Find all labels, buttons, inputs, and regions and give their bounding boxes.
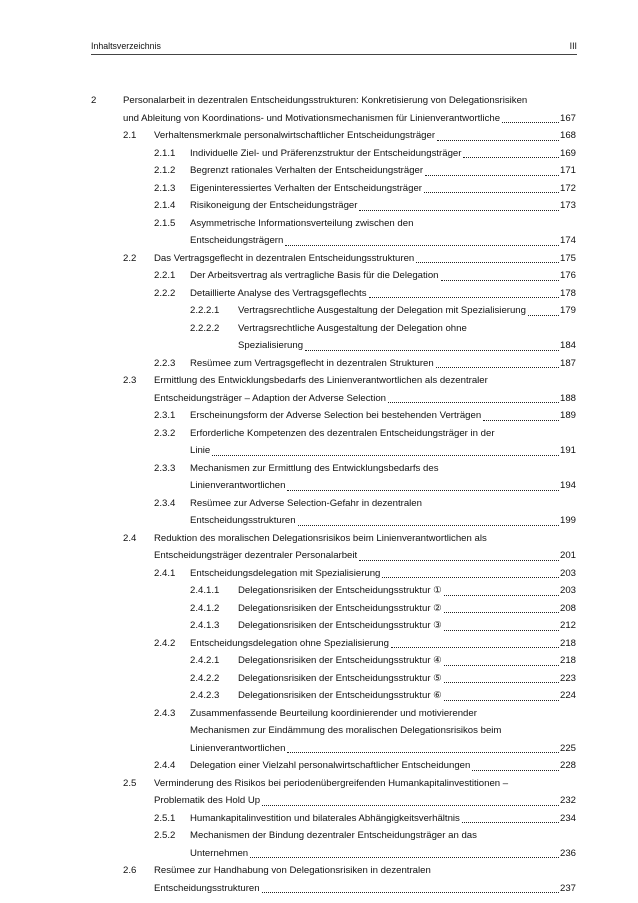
toc-entry-number: 2.2.2.1 bbox=[190, 305, 220, 316]
toc-entry-title: Humankapitalinvestition und bilaterales Abhängigkeitsverhältnis bbox=[190, 812, 460, 824]
toc-entry-number: 2.4.2.2 bbox=[190, 672, 220, 684]
toc-entry-page: 234 bbox=[559, 812, 576, 824]
toc-entry-title: Delegationsrisiken der Entscheidungsstruktur ① bbox=[238, 585, 442, 596]
toc-entry-number: 2.4.4 bbox=[154, 760, 176, 771]
toc-entry-page: 175 bbox=[559, 252, 576, 264]
toc-entry-title: Delegationsrisiken der Entscheidungsstruktur ⑤ bbox=[238, 672, 442, 684]
toc-entry-number: 2.2.1 bbox=[154, 270, 176, 281]
toc-entry-page: 178 bbox=[559, 287, 576, 299]
toc-entry bbox=[154, 425, 576, 460]
toc-entry-number: 2 bbox=[91, 95, 97, 106]
toc-entry-number: 2.1.2 bbox=[154, 165, 176, 176]
toc-entry bbox=[154, 355, 576, 373]
toc-entry bbox=[154, 197, 576, 215]
toc-entry-page: 218 bbox=[559, 637, 576, 649]
toc-entry-number: 2.1.3 bbox=[154, 182, 176, 194]
toc-entry-number: 2.4.1 bbox=[154, 567, 176, 579]
toc-entry-title: Linie bbox=[190, 445, 211, 456]
toc-entry-title: Entscheidungsträger – Adaption der Adverse Selection bbox=[154, 392, 387, 404]
toc-entry-page: 194 bbox=[559, 480, 576, 491]
toc-entry-title: Entscheidungsdelegation mit Spezialisierung bbox=[190, 567, 381, 579]
toc-entry bbox=[154, 635, 576, 653]
toc-entry-number: 2.5.1 bbox=[154, 812, 176, 824]
toc-entry-title: Risikoneigung der Entscheidungsträger bbox=[190, 200, 358, 211]
toc-entry-page: 169 bbox=[559, 147, 576, 159]
toc-entry bbox=[154, 460, 576, 495]
toc-entry-page: 174 bbox=[559, 235, 576, 246]
toc-entry-title: Eigeninteressiertes Verhalten der Entscheidungsträger bbox=[190, 182, 422, 194]
toc-entry bbox=[190, 652, 576, 670]
toc-entry-number: 2.4.1.2 bbox=[190, 602, 220, 614]
toc-entry-title: Unternehmen bbox=[190, 847, 249, 859]
toc-entry-page: 199 bbox=[559, 515, 576, 526]
toc-entry-page: 189 bbox=[559, 410, 576, 421]
dot-leader bbox=[416, 261, 559, 263]
toc-entry-page: 172 bbox=[559, 182, 576, 194]
toc-entry-title: Verminderung des Risikos bei periodenübergreifenden Humankapitalinvestitionen – bbox=[154, 777, 509, 789]
dot-leader bbox=[369, 296, 559, 298]
toc-entry bbox=[154, 407, 576, 425]
toc-entry-page: 236 bbox=[559, 847, 576, 859]
toc-entry-page: 171 bbox=[559, 165, 576, 176]
toc-entry-number: 2.6 bbox=[123, 865, 137, 876]
dot-leader bbox=[436, 366, 559, 368]
dot-leader bbox=[305, 349, 559, 351]
toc-entry bbox=[123, 250, 576, 268]
toc-entry-number: 2.5.2 bbox=[154, 830, 176, 841]
toc-entry-page: 212 bbox=[559, 620, 576, 631]
dot-leader bbox=[502, 121, 559, 123]
toc-entry-title: Resümee zur Handhabung von Delegationsrisiken in dezentralen bbox=[154, 865, 431, 876]
toc-entry bbox=[123, 372, 576, 407]
toc-entry-number: 2.3.2 bbox=[154, 427, 176, 439]
toc-entry bbox=[154, 180, 576, 198]
toc-entry-title: Detaillierte Analyse des Vertragsgeflechts bbox=[190, 287, 367, 299]
dot-leader bbox=[463, 156, 559, 158]
dot-leader bbox=[262, 891, 559, 893]
toc-entry bbox=[190, 320, 576, 355]
toc-entry-page: 224 bbox=[559, 690, 576, 701]
toc-entry-page: 203 bbox=[559, 567, 576, 579]
toc-entry-page: 232 bbox=[559, 795, 576, 806]
toc-entry-title: Individuelle Ziel- und Präferenzstruktur der Entscheidungsträger bbox=[190, 147, 462, 159]
dot-leader bbox=[437, 139, 559, 141]
dot-leader bbox=[483, 419, 559, 421]
toc-entry-number: 2.4.3 bbox=[154, 707, 176, 719]
toc-entry-number: 2.3.1 bbox=[154, 410, 176, 421]
toc-entry-page: 168 bbox=[559, 130, 576, 141]
toc-entry bbox=[154, 810, 576, 828]
toc-entry-number: 2.2.2.2 bbox=[190, 322, 220, 334]
toc-entry-title: Problematik des Hold Up bbox=[154, 795, 261, 806]
toc-entry-title: Linienverantwortlichen bbox=[190, 742, 286, 754]
dot-leader bbox=[424, 191, 559, 193]
toc-entry bbox=[154, 145, 576, 163]
toc-entry-number: 2.4.2.1 bbox=[190, 655, 220, 666]
toc-entry-page: 201 bbox=[559, 550, 576, 561]
toc-entry-number: 2.2.2 bbox=[154, 287, 176, 299]
toc-entry-number: 2.5 bbox=[123, 777, 137, 789]
toc-entry bbox=[154, 285, 576, 303]
dot-leader bbox=[444, 664, 559, 666]
toc-entry bbox=[190, 617, 576, 635]
toc-entry-title: und Ableitung von Koordinations- und Motivationsmechanismen für Linienverantwortliche bbox=[123, 112, 501, 124]
toc-entry bbox=[123, 127, 576, 145]
dot-leader bbox=[472, 769, 559, 771]
dot-leader bbox=[382, 576, 559, 578]
toc-entry bbox=[154, 267, 576, 285]
toc-entry-title: Personalarbeit in dezentralen Entscheidungsstrukturen: Konkretisierung von Delegationsrisiken bbox=[123, 95, 528, 106]
dot-leader bbox=[262, 804, 559, 806]
toc-entry-title: Mechanismen zur Ermittlung des Entwicklungsbedarfs des bbox=[190, 462, 439, 474]
dot-leader bbox=[391, 646, 559, 648]
toc-entry-title: Erforderliche Kompetenzen des dezentralen Entscheidungsträger in der bbox=[190, 427, 495, 439]
toc-entry bbox=[154, 705, 576, 758]
toc-entry-title: Der Arbeitsvertrag als vertragliche Basis für die Delegation bbox=[190, 270, 439, 281]
toc-entry-page: 228 bbox=[559, 760, 576, 771]
toc-entry bbox=[154, 827, 576, 862]
toc-entry bbox=[154, 215, 576, 250]
header-title: Inhaltsverzeichnis bbox=[91, 41, 161, 51]
toc-entry-page: 167 bbox=[559, 112, 576, 124]
dot-leader bbox=[298, 524, 559, 526]
dot-leader bbox=[388, 401, 559, 403]
dot-leader bbox=[287, 489, 559, 491]
toc-entry-page: 184 bbox=[559, 340, 576, 351]
dot-leader bbox=[444, 681, 559, 683]
toc-entry-number: 2.3.4 bbox=[154, 497, 176, 509]
toc-entry-title: Resümee zur Adverse Selection-Gefahr in dezentralen bbox=[190, 497, 422, 509]
toc-entry-title: Mechanismen zur Eindämmung des moralischen Delegationsrisikos beim bbox=[190, 725, 502, 736]
dot-leader bbox=[444, 611, 559, 613]
toc-entry-number: 2.2 bbox=[123, 252, 137, 264]
toc-entry-page: 225 bbox=[559, 742, 576, 754]
dot-leader bbox=[444, 594, 559, 596]
toc-entry bbox=[190, 302, 576, 320]
toc-entry bbox=[123, 862, 576, 897]
toc-entry-title: Entscheidungsträgern bbox=[190, 235, 284, 246]
header-page-number: III bbox=[569, 41, 577, 51]
toc-entry-title: Entscheidungsdelegation ohne Spezialisierung bbox=[190, 637, 389, 649]
toc-entry bbox=[123, 775, 576, 810]
dot-leader bbox=[287, 751, 559, 753]
dot-leader bbox=[359, 209, 559, 211]
toc-entry-page: 203 bbox=[559, 585, 576, 596]
toc-entry-page: 188 bbox=[559, 392, 576, 404]
toc-entry bbox=[154, 162, 576, 180]
toc-entry bbox=[190, 600, 576, 618]
toc-entry-page: 191 bbox=[559, 445, 576, 456]
toc-entry-page: 223 bbox=[559, 672, 576, 684]
toc-entry-number: 2.4 bbox=[123, 532, 137, 544]
toc-entry bbox=[154, 495, 576, 530]
toc-entry bbox=[123, 530, 576, 565]
toc-entry-title: Resümee zum Vertragsgeflecht in dezentralen Strukturen bbox=[190, 357, 434, 369]
toc-entry-title: Erscheinungsform der Adverse Selection bei bestehenden Verträgen bbox=[190, 410, 482, 421]
toc-entry-title: Verhaltensmerkmale personalwirtschaftlicher Entscheidungsträger bbox=[154, 130, 436, 141]
toc-entry-number: 2.1 bbox=[123, 130, 137, 141]
toc-entry-title: Begrenzt rationales Verhalten der Entscheidungsträger bbox=[190, 165, 424, 176]
toc-entry-page: 176 bbox=[559, 270, 576, 281]
toc-entry-title: Vertragsrechtliche Ausgestaltung der Delegation ohne bbox=[238, 322, 467, 334]
dot-leader bbox=[359, 559, 559, 561]
toc-entry-title: Delegationsrisiken der Entscheidungsstruktur ④ bbox=[238, 655, 442, 666]
toc-entry-number: 2.4.1.3 bbox=[190, 620, 220, 631]
toc-entry-title: Ermittlung des Entwicklungsbedarfs des Linienverantwortlichen als dezentraler bbox=[154, 375, 488, 386]
toc-entry-number: 2.1.5 bbox=[154, 217, 176, 229]
toc-entry-title: Spezialisierung bbox=[238, 340, 304, 351]
toc-entry-title: Entscheidungsstrukturen bbox=[190, 515, 296, 526]
toc-entry-number: 2.4.1.1 bbox=[190, 585, 220, 596]
dot-leader bbox=[250, 856, 559, 858]
toc-entry-number: 2.1.4 bbox=[154, 200, 176, 211]
toc-entry bbox=[154, 757, 576, 775]
toc-entry-title: Zusammenfassende Beurteilung koordinierender und motivierender bbox=[190, 707, 477, 719]
toc-entry-number: 2.4.2.3 bbox=[190, 690, 220, 701]
toc-entry-title: Das Vertragsgeflecht in dezentralen Entscheidungsstrukturen bbox=[154, 252, 415, 264]
dot-leader bbox=[444, 699, 559, 701]
toc-entry-number: 2.3.3 bbox=[154, 462, 176, 474]
toc-entry bbox=[91, 92, 576, 127]
dot-leader bbox=[425, 174, 559, 176]
toc-entry-title: Delegation einer Vielzahl personalwirtschaftlicher Entscheidungen bbox=[190, 760, 471, 771]
dot-leader bbox=[285, 244, 559, 246]
dot-leader bbox=[528, 314, 559, 316]
toc-entry-page: 218 bbox=[559, 655, 576, 666]
dot-leader bbox=[462, 821, 559, 823]
toc-entry-number: 2.4.2 bbox=[154, 637, 176, 649]
toc-entry-title: Delegationsrisiken der Entscheidungsstruktur ⑥ bbox=[238, 690, 442, 701]
toc-entry-title: Delegationsrisiken der Entscheidungsstruktur ② bbox=[238, 602, 442, 614]
toc-entry bbox=[190, 582, 576, 600]
toc-entry-title: Entscheidungsstrukturen bbox=[154, 882, 260, 894]
toc-entry bbox=[190, 687, 576, 705]
toc-entry-title: Reduktion des moralischen Delegationsrisikos beim Linienverantwortlichen als bbox=[154, 532, 487, 544]
toc-entry-title: Asymmetrische Informationsverteilung zwischen den bbox=[190, 217, 414, 229]
dot-leader bbox=[444, 629, 559, 631]
toc-entry-page: 208 bbox=[559, 602, 576, 614]
dot-leader bbox=[441, 279, 559, 281]
toc-entry-page: 179 bbox=[559, 305, 576, 316]
toc-entry-number: 2.1.1 bbox=[154, 147, 176, 159]
toc-entry-title: Linienverantwortlichen bbox=[190, 480, 286, 491]
toc-entry bbox=[154, 565, 576, 583]
page-header bbox=[91, 41, 577, 55]
toc-entry-page: 237 bbox=[559, 882, 576, 894]
toc-entry-title: Entscheidungsträger dezentraler Personalarbeit bbox=[154, 550, 358, 561]
toc-entry bbox=[190, 670, 576, 688]
toc-entry-page: 173 bbox=[559, 200, 576, 211]
toc-entry-title: Vertragsrechtliche Ausgestaltung der Delegation mit Spezialisierung bbox=[238, 305, 526, 316]
toc-entry-number: 2.3 bbox=[123, 375, 137, 386]
toc-entry-title: Delegationsrisiken der Entscheidungsstruktur ③ bbox=[238, 620, 442, 631]
dot-leader bbox=[212, 454, 559, 456]
toc-entry-number: 2.2.3 bbox=[154, 357, 176, 369]
toc-entry-title: Mechanismen der Bindung dezentraler Entscheidungsträger an das bbox=[190, 830, 477, 841]
toc-entry-page: 187 bbox=[559, 357, 576, 369]
